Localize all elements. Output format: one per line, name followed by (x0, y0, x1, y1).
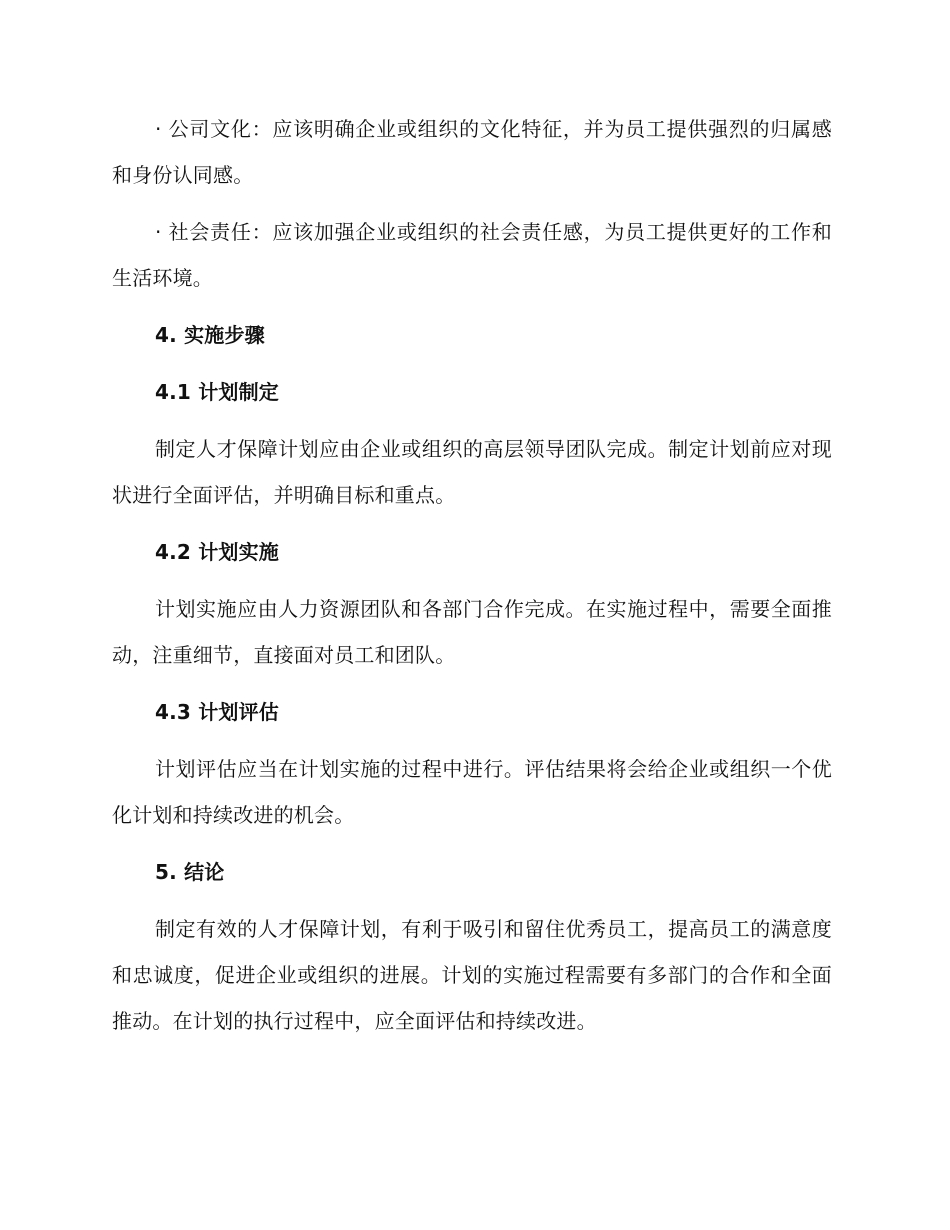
paragraph-conclusion: 制定有效的人才保障计划，有利于吸引和留住优秀员工，提高员工的满意度和忠诚度，促进企业或组织的进展。计划的实施过程需要有多部门的合作和全面推动。在计划的执行过程中，应全面评估和持续改进。 (112, 917, 832, 1033)
paragraph-plan-formulation: 制定人才保障计划应由企业或组织的高层领导团队完成。制定计划前应对现状进行全面评估，并明确目标和重点。 (112, 437, 832, 507)
section-heading-implementation-steps: 4. 实施步骤 (155, 323, 265, 347)
section-heading-conclusion: 5. 结论 (155, 860, 225, 884)
bullet-social-responsibility: · 社会责任：应该加强企业或组织的社会责任感，为员工提供更好的工作和生活环境。 (112, 220, 832, 290)
subsection-heading-plan-evaluation: 4.3 计划评估 (155, 700, 279, 724)
document-body (112, 106, 832, 1055)
subsection-heading-plan-formulation: 4.1 计划制定 (155, 380, 279, 404)
subsection-heading-plan-implementation: 4.2 计划实施 (155, 540, 279, 564)
paragraph-plan-implementation: 计划实施应由人力资源团队和各部门合作完成。在实施过程中，需要全面推动，注重细节，直接面对员工和团队。 (112, 597, 832, 667)
paragraph-plan-evaluation: 计划评估应当在计划实施的过程中进行。评估结果将会给企业或组织一个优化计划和持续改进的机会。 (112, 757, 832, 827)
bullet-company-culture: · 公司文化：应该明确企业或组织的文化特征，并为员工提供强烈的归属感和身份认同感。 (112, 117, 832, 187)
